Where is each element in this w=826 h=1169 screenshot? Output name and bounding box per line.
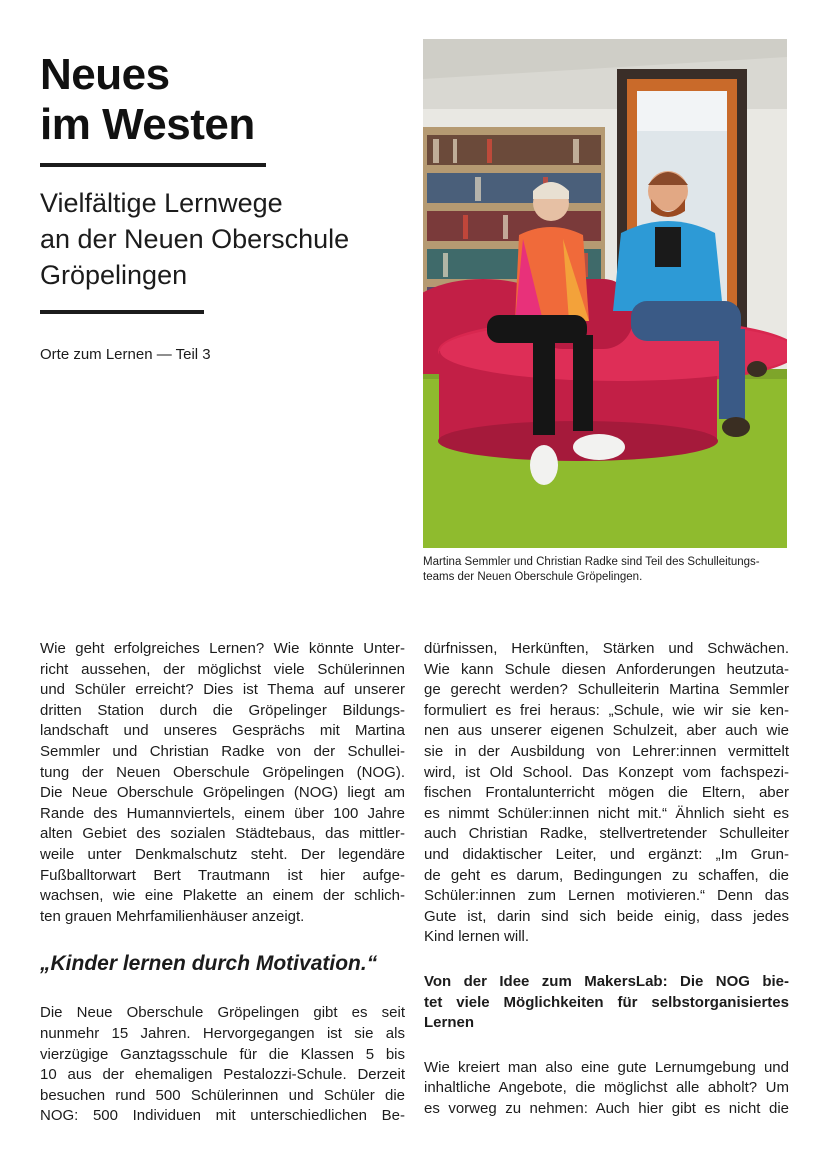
- heading-line: Lernen: [424, 1014, 475, 1032]
- article-subtitle: [40, 185, 400, 293]
- text-line: weile unter Denkmalschutz steht. Der legendäre: [40, 845, 405, 863]
- text-line: Gute ist, darin sind sich beide einig, dass jedes: [424, 907, 789, 925]
- text-line: richt aussehen, der möglichst viele Schülerinnen: [40, 660, 405, 678]
- caption-line: Martina Semmler und Christian Radke sind Teil des Schulleitungs-: [423, 556, 760, 568]
- article-photo: [423, 39, 787, 548]
- text-line: vierzügige Ganztagsschule für die Klassen 5 bis: [40, 1045, 405, 1063]
- subtitle-divider: [40, 310, 204, 314]
- text-line: de geht es darum, Bedingungen zu schaffen, die: [424, 866, 789, 884]
- text-line: nen aus unserer eigenen Schulzeit, aber auch wie: [424, 722, 789, 740]
- article-column-left: [40, 639, 405, 1127]
- text-line: inhaltliche Angebote, die möglichst alle abholt? Um: [424, 1079, 789, 1097]
- body-paragraph: [40, 1003, 405, 1127]
- text-line: 10 aus der ehemaligen Pestalozzi-Schule. Derzeit: [40, 1066, 405, 1084]
- text-line: fischen Frontalunterricht mögen die Eltern, aber: [424, 784, 789, 802]
- text-line: Kind lernen will.: [424, 928, 530, 946]
- text-line: Die Neue Oberschule Gröpelingen (NOG) liegt am: [40, 784, 405, 802]
- text-line: besuchen rund 500 Schülerinnen und Schüler die: [40, 1086, 405, 1104]
- caption-line: teams der Neuen Oberschule Gröpelingen.: [423, 571, 643, 583]
- subtitle-line: Vielfältige Lernwege: [40, 188, 283, 218]
- text-line: Semmler und Christian Radke von der Schullei-: [40, 742, 405, 760]
- text-line: dürfnissen, Herkünften, Stärken und Schwächen.: [424, 640, 789, 657]
- text-line: und Schüler erreicht? Dies ist Thema auf unserer: [40, 681, 405, 699]
- text-line: Wie geht erfolgreiches Lernen? Wie könnte Unter-: [40, 640, 405, 657]
- text-line: Fußballtorwart Bert Trautmann ist hier aufge-: [40, 866, 405, 884]
- text-line: Die Neue Oberschule Gröpelingen gibt es seit: [40, 1004, 405, 1022]
- pull-quote: „Kinder lernen durch Motivation.“: [40, 952, 378, 976]
- text-line: Schüler:innen zum Lernen motivieren.“ Denn das: [424, 887, 789, 905]
- text-line: und didaktischer Leiter, und ergänzt: „Im Grun-: [424, 845, 789, 863]
- text-line: wachsen, wie eine Plakette an einem der schlich-: [40, 887, 405, 905]
- text-line: ten grauen Mehrfamilienhäuser anzeigt.: [40, 907, 305, 925]
- text-line: NOG: 500 Individuen mit unterschiedlichen Be-: [40, 1107, 405, 1125]
- series-label: Orte zum Lernen — Teil 3: [40, 346, 211, 363]
- text-line: wird, ist Old School. Das Konzept vom fachspezi-: [424, 763, 789, 781]
- photo-illustration: [423, 39, 787, 548]
- text-line: Wie kreiert man also eine gute Lernumgebung und: [424, 1058, 789, 1076]
- text-line: formuliert es frei heraus: „Schule, wie wir sie ken-: [424, 701, 789, 719]
- text-line: nunmehr 15 Jahren. Hervorgegangen ist sie als: [40, 1024, 405, 1042]
- subtitle-line: an der Neuen Oberschule: [40, 224, 350, 254]
- heading-line: Von der Idee zum MakersLab: Die NOG bie-: [424, 972, 789, 990]
- title-line: Neues: [40, 50, 170, 99]
- text-line: Wie kann Schule diesen Anforderungen heutzuta-: [424, 660, 789, 678]
- photo-caption: [423, 555, 787, 585]
- title-line: im Westen: [40, 100, 255, 149]
- subtitle-line: Gröpelingen: [40, 260, 188, 290]
- text-line: es vorweg zu nehmen: Auch hier gibt es nicht die: [424, 1099, 789, 1117]
- text-line: sie in der Ausbildung von Lehrer:innen vermittelt: [424, 742, 789, 760]
- title-divider: [40, 163, 266, 167]
- heading-line: tet viele Möglichkeiten für selbstorganisiertes: [424, 993, 789, 1011]
- text-line: Rande des Humannviertels, einem über 100 Jahre: [40, 804, 405, 822]
- text-line: tung der Neuen Oberschule Gröpelingen (NOG).: [40, 763, 405, 781]
- article-column-right: [424, 639, 789, 1119]
- body-paragraph: [424, 1058, 789, 1120]
- text-line: dritten Station durch die Gröpelinger Bildungs-: [40, 701, 405, 719]
- article-title: [40, 50, 370, 150]
- text-line: auch Christian Radke, stellvertretender Schulleiter: [424, 825, 789, 843]
- intro-paragraph: [40, 639, 405, 927]
- section-heading: [424, 972, 789, 1034]
- text-line: es nimmt Schüler:innen nicht mit.“ Ähnlich sieht es: [424, 804, 789, 822]
- text-line: alten Gebiet des sozialen Städtebaus, das mittler-: [40, 825, 405, 843]
- body-paragraph: [424, 639, 789, 948]
- text-line: landschaft und unseres Gesprächs mit Martina: [40, 722, 405, 740]
- text-line: ge gerecht werden? Schulleiterin Martina Semmler: [424, 681, 789, 699]
